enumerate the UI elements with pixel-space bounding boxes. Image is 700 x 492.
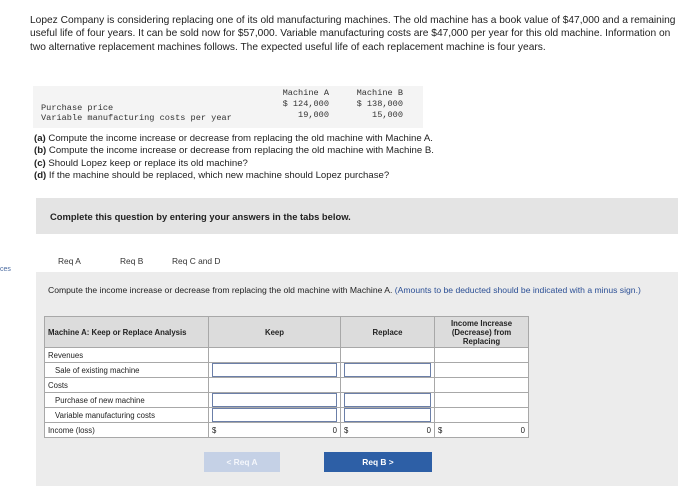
table-row bbox=[45, 363, 529, 378]
question-d: (d) If the machine should be replaced, which new machine should Lopez purchase? bbox=[34, 169, 390, 181]
machine-info-box bbox=[33, 86, 423, 128]
analysis-table bbox=[44, 316, 529, 438]
row-label-revenues: Revenues bbox=[45, 348, 209, 363]
row-label-purchase: Purchase of new machine bbox=[45, 393, 209, 408]
table-row bbox=[45, 393, 529, 408]
header-replace: Replace bbox=[341, 317, 435, 348]
tab-req-b[interactable]: Req B bbox=[120, 256, 144, 266]
table-row bbox=[45, 378, 529, 393]
instruction-text: Compute the income increase or decrease from replacing the old machine with Machine A. (Amounts to be deducted should be indicated with a minus sign.) bbox=[48, 285, 641, 295]
tab-req-c-d[interactable]: Req C and D bbox=[172, 256, 221, 266]
question-b: (b) Compute the income increase or decrease from replacing the old machine with Machine B. bbox=[34, 145, 434, 157]
tab-req-a[interactable]: Req A bbox=[58, 256, 81, 266]
table-row bbox=[45, 423, 529, 438]
purchase-keep-input[interactable] bbox=[212, 393, 337, 407]
sale-keep-input[interactable] bbox=[212, 363, 337, 377]
table-row bbox=[45, 408, 529, 423]
question-c: (c) Should Lopez keep or replace its old machine? bbox=[34, 157, 248, 169]
machine-a-variable: 19,000 bbox=[298, 110, 329, 120]
income-replace-value: 0 bbox=[426, 425, 431, 435]
purchase-replace-input[interactable] bbox=[344, 393, 431, 407]
variable-keep-input[interactable] bbox=[212, 408, 337, 422]
machine-a-header: Machine A bbox=[282, 88, 329, 98]
tab-bar bbox=[44, 249, 226, 273]
instruction-hint: (Amounts to be deducted should be indicated with a minus sign.) bbox=[394, 285, 641, 295]
req-a-content bbox=[36, 272, 678, 486]
income-keep-value: 0 bbox=[332, 425, 337, 435]
machine-b-purchase: $ 138,000 bbox=[356, 99, 403, 109]
machine-b-header: Machine B bbox=[356, 88, 403, 98]
question-list bbox=[34, 133, 434, 182]
header-keep: Keep bbox=[209, 317, 341, 348]
row-label-variable: Variable manufacturing costs bbox=[45, 408, 209, 423]
header-analysis: Machine A: Keep or Replace Analysis bbox=[45, 317, 209, 348]
income-increase-cell: $ 0 bbox=[435, 423, 529, 438]
purchase-price-label: Purchase price bbox=[41, 103, 114, 113]
income-replace-cell: $ 0 bbox=[341, 423, 435, 438]
income-increase-value: 0 bbox=[520, 425, 525, 435]
question-a: (a) Compute the income increase or decrease from replacing the old machine with Machine A. bbox=[34, 133, 433, 144]
edge-label: ces bbox=[0, 266, 11, 273]
header-increase: Income Increase (Decrease) from Replacing bbox=[435, 317, 529, 348]
table-row bbox=[45, 348, 529, 363]
variable-replace-input[interactable] bbox=[344, 408, 431, 422]
problem-statement: Lopez Company is considering replacing one of its old manufacturing machines. The old machine has a book value of $47,000 and a remaining useful life of four years. It can be sold now for $57,000. Variable manufacturing costs are $47,000 per year for this old machine. Information on two alternative replacement machines follows. The expected useful life of each replacement machine is four years. bbox=[30, 15, 676, 53]
row-label-income: Income (loss) bbox=[45, 423, 209, 438]
table-header-row bbox=[45, 317, 529, 348]
sale-replace-input[interactable] bbox=[344, 363, 431, 377]
instruction-panel bbox=[36, 198, 678, 234]
row-label-costs: Costs bbox=[45, 378, 209, 393]
panel-title: Complete this question by entering your answers in the tabs below. bbox=[50, 211, 351, 222]
machine-b-variable: 15,000 bbox=[372, 110, 403, 120]
variable-costs-label: Variable manufacturing costs per year bbox=[41, 113, 232, 123]
machine-a-purchase: $ 124,000 bbox=[282, 99, 329, 109]
row-label-sale: Sale of existing machine bbox=[45, 363, 209, 378]
next-req-b-button[interactable]: Req B > bbox=[324, 452, 432, 472]
prev-req-a-button[interactable]: < Req A bbox=[204, 452, 280, 472]
income-keep-cell: $ 0 bbox=[209, 423, 341, 438]
